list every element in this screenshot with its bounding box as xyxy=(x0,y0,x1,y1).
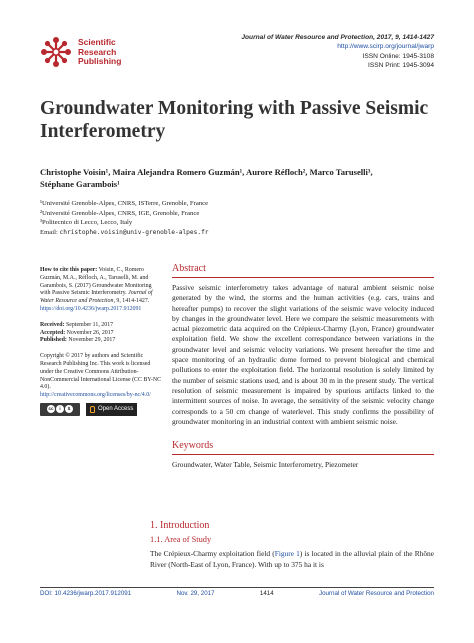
received-label: Received: xyxy=(40,321,65,328)
author-list: Christophe Voisin¹, Maira Alejandra Romero Guzmán¹, Aurore Réfloch², Marco Taruselli³, Stéphane Garambois¹ xyxy=(40,167,373,189)
published-date: November 29, 2017 xyxy=(66,337,116,344)
journal-citation: Journal of Water Resource and Protection, 2017, 9, 1414-1427 xyxy=(241,34,434,41)
open-access-badge[interactable] xyxy=(86,403,137,416)
article-sidebar xyxy=(40,267,162,416)
copyright-text: Copyright © 2017 by authors and Scientific Research Publishing Inc. This work is licensed under the Creative Commons Attribution-NonCommercial International License (CC BY-NC 4.0). xyxy=(40,353,162,391)
journal-info xyxy=(241,33,434,71)
email-label: Email: xyxy=(40,228,60,236)
abstract-text: Passive seismic interferometry takes advantage of natural ambient seismic noise generated by the wind, the storms and the human activities (e.g. cars, trains and hereafter pumps) to recover the slight variations of the seismic wave velocity induced by changes in the groundwater level. Here we compare the seismic measurements with actual piezometric data acquired on the Crépieux-Charmy (Lyon, France) groundwater exploitation field. We show the excellent correspondance between variations in the groundwater level and seismic velocity variations. We present hereafter the time and space monitoring of an hydraulic dome formed to prevent biological and chemical pollutions to enter the exploitation field. The horizontal resolution is solely limited by the number of seismic stations used, and is about 30 m in the present study. The vertical resolution of seismic measurement is impaired by spurious artifacts linked to the intermittent sources of noise. In average, the sensitivity of the seismic velocity change corresponds to a 50 cm change of waterlevel. This study confirms the possibility of groundwater monitoring in an industrial context with ambient seismic noise. xyxy=(172,283,434,426)
email-line xyxy=(40,228,440,238)
keywords-divider xyxy=(172,454,434,455)
attribution-icon: i xyxy=(56,405,64,413)
license-link[interactable]: http://creativecommons.org/licenses/by-nc/4.0/ xyxy=(40,392,151,399)
cite-journal: Journal of Water Resource and Protection xyxy=(40,290,153,305)
open-lock-icon xyxy=(90,406,95,413)
abstract-divider xyxy=(172,277,434,278)
page-number: 1414 xyxy=(259,590,274,597)
publisher-logo-icon xyxy=(40,36,72,68)
open-access-label: Open Access xyxy=(98,405,134,412)
citation-block xyxy=(40,267,162,314)
abstract-heading: Abstract xyxy=(172,263,206,274)
accepted-label: Accepted: xyxy=(40,329,66,336)
cite-label: How to cite this paper: xyxy=(40,267,98,273)
introduction-heading: 1. Introduction xyxy=(150,520,210,531)
keywords-text: Groundwater, Water Table, Seismic Interferometry, Piezometer xyxy=(172,460,359,470)
abstract-column xyxy=(172,262,434,470)
issn-print: ISSN Print: 1945-3094 xyxy=(368,62,434,70)
email-link[interactable]: christophe.voisin@univ-grenoble-alpes.fr xyxy=(59,228,209,236)
introduction-text: The Crépieux-Charmy exploitation field (Figure 1) is located in the alluvial plain of the Rhône River (North-East of Lyon, France). With up to 375 ha it is xyxy=(150,549,434,569)
footer-journal: Journal of Water Resource and Protection xyxy=(319,590,434,597)
license-badges xyxy=(40,403,162,416)
received-date: September 11, 2017 xyxy=(64,321,114,328)
affiliation-2: ²Université Grenoble-Alpes, CNRS, IGE, Grenoble, France xyxy=(40,209,200,217)
affiliation-3: ³Politecnico di Lecco, Lecco, Italy xyxy=(40,219,133,227)
area-of-study-heading: 1.1. Area of Study xyxy=(150,535,212,544)
keywords-heading: Keywords xyxy=(172,440,214,452)
publisher-name: Scientific Research Publishing xyxy=(78,37,122,66)
published-label: Published: xyxy=(40,337,67,344)
cite-text: Voisin, C., Romero Guzmán, M.A., Réfloch, A., Taruselli, M. and Garambois, S. (2017) Groundwater Monitoring with Passive Seismic Interferometry. xyxy=(40,267,152,297)
page-footer xyxy=(40,590,434,597)
cite-doi-link[interactable]: https://doi.org/10.4236/jwarp.2017.912091 xyxy=(40,305,142,312)
dates-block xyxy=(40,322,162,345)
affiliation-1: ¹Université Grenoble-Alpes, CNRS, ISTerre, Grenoble, France xyxy=(40,200,209,207)
noncommercial-icon: $ xyxy=(65,405,73,413)
footer-divider xyxy=(40,587,434,588)
introduction-section xyxy=(150,519,434,570)
journal-url-link[interactable]: http://www.scirp.org/journal/jwarp xyxy=(337,43,434,51)
footer-doi-link[interactable]: DOI: 10.4236/jwarp.2017.912091 xyxy=(40,590,132,597)
accepted-date: November 26, 2017 xyxy=(65,329,114,336)
cc-icon: cc xyxy=(48,406,54,412)
article-title: Groundwater Monitoring with Passive Seismic Interferometry xyxy=(40,98,429,142)
affiliations xyxy=(40,199,440,237)
cite-volume: , 9, 1414-1427. xyxy=(113,298,150,305)
copyright-block xyxy=(40,353,162,400)
cc-license-badge[interactable] xyxy=(40,403,80,416)
issn-online: ISSN Online: 1945-3108 xyxy=(362,52,434,60)
figure-1-link[interactable]: Figure 1 xyxy=(274,549,300,558)
publisher-logo xyxy=(40,36,170,68)
footer-date: Nov. 29, 2017 xyxy=(176,590,215,597)
